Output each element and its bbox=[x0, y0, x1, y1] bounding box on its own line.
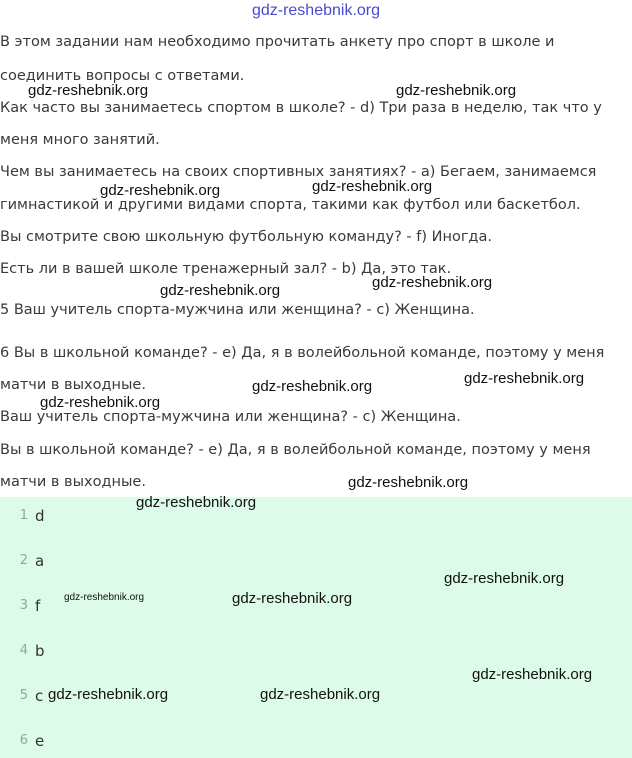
watermark: gdz-reshebnik.org bbox=[348, 474, 469, 491]
watermark: gdz-reshebnik.org bbox=[444, 570, 565, 587]
answer-value: b bbox=[35, 642, 45, 660]
text-line: В этом задании нам необходимо прочитать анкету про спорт в школе и bbox=[0, 34, 555, 50]
text-line: 5 Ваш учитель спорта-мужчина или женщина? - c) Женщина. bbox=[0, 302, 475, 318]
watermark: gdz-reshebnik.org bbox=[160, 282, 281, 299]
watermark: gdz-reshebnik.org bbox=[48, 686, 169, 703]
text-line: Ваш учитель спорта-мужчина или женщина? - c) Женщина. bbox=[0, 409, 461, 425]
text-line: Вы смотрите свою школьную футбольную команду? - f) Иногда. bbox=[0, 229, 492, 245]
answer-value: e bbox=[35, 732, 45, 750]
answer-number: 4 bbox=[19, 643, 28, 658]
answer-number: 2 bbox=[19, 553, 28, 568]
watermark: gdz-reshebnik.org bbox=[40, 394, 161, 411]
watermark: gdz-reshebnik.org bbox=[312, 178, 433, 195]
text-line: гимнастикой и другими видами спорта, такими как футбол или баскетбол. bbox=[0, 197, 581, 213]
text-line: матчи в выходные. bbox=[0, 377, 146, 393]
watermark: gdz-reshebnik.org bbox=[64, 592, 145, 603]
watermark: gdz-reshebnik.org bbox=[136, 494, 257, 511]
answer-value: a bbox=[35, 552, 45, 570]
text-line: соединить вопросы с ответами. bbox=[0, 68, 245, 84]
answer-number: 5 bbox=[19, 688, 28, 703]
answer-row bbox=[0, 636, 632, 666]
answer-value: f bbox=[35, 597, 41, 615]
answer-number: 6 bbox=[19, 733, 28, 748]
answer-row bbox=[0, 501, 632, 531]
watermark: gdz-reshebnik.org bbox=[372, 274, 493, 291]
text-line: 6 Вы в школьной команде? - e) Да, я в волейбольной команде, поэтому у меня bbox=[0, 345, 605, 361]
watermark: gdz-reshebnik.org bbox=[252, 378, 373, 395]
answers-panel bbox=[0, 497, 632, 758]
watermark: gdz-reshebnik.org bbox=[472, 666, 593, 683]
text-line: матчи в выходные. bbox=[0, 474, 146, 490]
text-line: Чем вы занимаетесь на своих спортивных занятиях? - a) Бегаем, занимаемся bbox=[0, 164, 597, 180]
watermark: gdz-reshebnik.org bbox=[464, 370, 585, 387]
answer-value: d bbox=[35, 507, 45, 525]
answer-number: 3 bbox=[19, 598, 28, 613]
text-line: Вы в школьной команде? - e) Да, я в волейбольной команде, поэтому у меня bbox=[0, 442, 591, 458]
answer-row bbox=[0, 726, 632, 756]
site-header: gdz-reshebnik.org bbox=[251, 2, 381, 19]
watermark: gdz-reshebnik.org bbox=[260, 686, 381, 703]
watermark: gdz-reshebnik.org bbox=[28, 82, 149, 99]
text-line: Как часто вы занимаетесь спортом в школе? - d) Три раза в неделю, так что у bbox=[0, 100, 602, 116]
answer-number: 1 bbox=[19, 508, 28, 523]
answer-value: c bbox=[35, 687, 44, 705]
watermark: gdz-reshebnik.org bbox=[100, 182, 221, 199]
watermark: gdz-reshebnik.org bbox=[232, 590, 353, 607]
text-line: Есть ли в вашей школе тренажерный зал? - b) Да, это так. bbox=[0, 261, 452, 277]
text-line: меня много занятий. bbox=[0, 132, 160, 148]
watermark: gdz-reshebnik.org bbox=[396, 82, 517, 99]
